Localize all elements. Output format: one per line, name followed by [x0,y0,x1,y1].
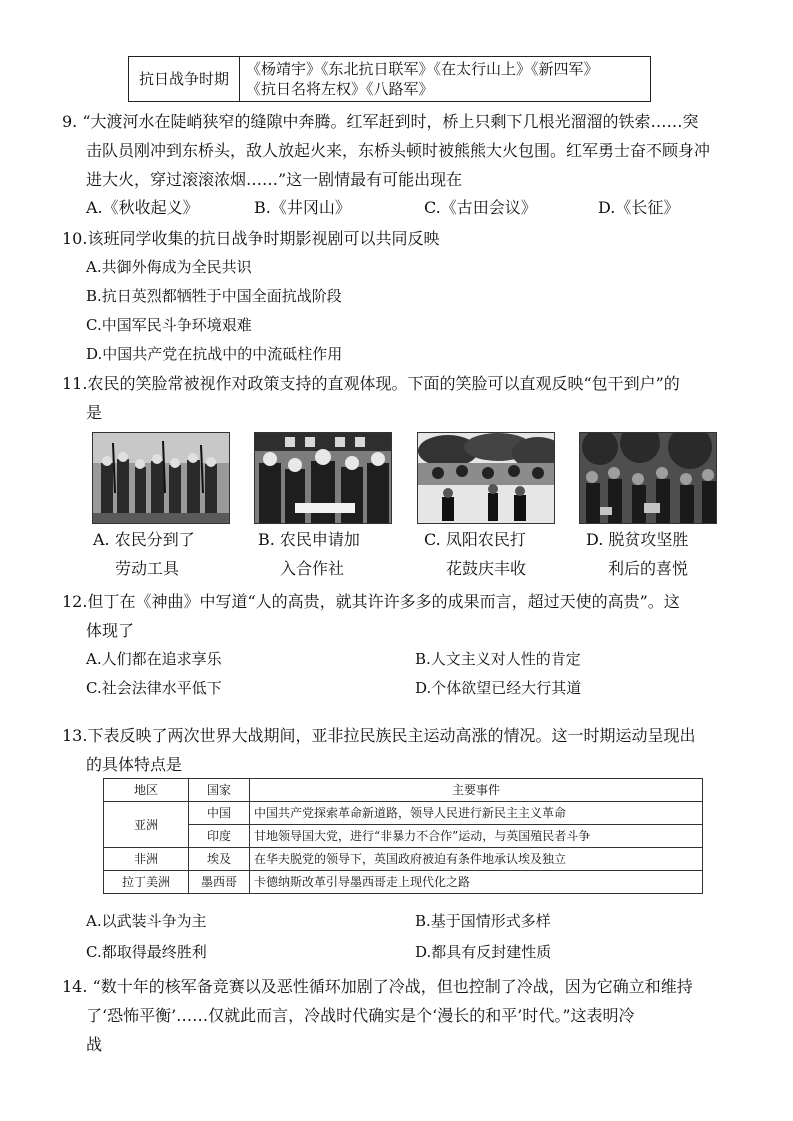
header-event: 主要事件 [250,779,703,802]
photo-d [579,432,717,524]
q11-option-c[interactable] [424,525,526,583]
q11-option-d-line-1: D. 脱贫攻坚胜 [586,530,689,549]
movements-table [103,778,703,894]
q13-option-c[interactable]: C.都取得最终胜利 [86,943,207,961]
q10-option-d[interactable]: D.中国共产党在抗战中的中流砥柱作用 [86,345,343,363]
q13-line-1: 13.下表反映了两次世界大战期间，亚非拉民族民主运动高涨的情况。这一时期运动呈现出 [62,726,696,745]
q9-option-a[interactable]: A.《秋收起义》 [86,198,199,217]
table-row [104,848,703,871]
q11-option-b-line-2: 入合作社 [280,559,345,578]
q11-option-c-line-1: C. 凤阳农民打 [424,530,526,549]
table-header-row [104,779,703,802]
q13-line-2: 的具体特点是 [86,755,183,774]
q9-option-c[interactable]: C.《古田会议》 [424,198,537,217]
q12-option-c[interactable]: C.社会法律水平低下 [86,679,222,697]
q11-option-a-line-1: A. 农民分到了 [93,530,195,549]
q9-line-2: 击队员刚冲到东桥头，敌人放起火来，东桥头顿时被熊熊大火包围。红军勇士奋不顾身冲 [86,141,711,160]
q12-option-b[interactable]: B.人文主义对人性的肯定 [415,650,581,668]
question-14 [62,972,734,1059]
region-cell: 拉丁美洲 [104,871,189,894]
q9-option-b[interactable]: B.《井冈山》 [254,198,351,217]
question-13 [62,721,734,779]
question-11 [62,369,734,427]
country-cell: 墨西哥 [189,871,250,894]
q11-option-d[interactable] [586,525,688,583]
country-cell: 埃及 [189,848,250,871]
q11-option-d-line-2: 利后的喜悦 [608,559,689,578]
q9-line-3: 进大火，穿过滚滚浓烟……”这一剧情最有可能出现在 [86,170,463,189]
q10-option-a[interactable]: A.共御外侮成为全民共识 [86,258,252,276]
films-line-1: 《杨靖宇》《东北抗日联军》《在太行山上》《新四军》 [246,60,599,78]
q13-option-a[interactable]: A.以武装斗争为主 [86,912,207,930]
q10-stem: 10.该班同学收集的抗日战争时期影视剧可以共同反映 [62,229,440,248]
table-row [104,802,703,825]
q10-option-c[interactable]: C.中国军民斗争环境艰难 [86,316,252,334]
films-line-2: 《抗日名将左权》《八路军》 [246,80,434,98]
q11-option-b[interactable] [258,525,360,583]
cooperative-application-photo [255,433,392,524]
q14-line-2: 了‘恐怖平衡’……仅就此而言，冷战时代确实是个‘漫长的和平’时代。”这表明冷 [86,1006,635,1025]
q11-line-2: 是 [86,403,103,422]
q13-option-b[interactable]: B.基于国情形式多样 [415,912,551,930]
country-cell: 中国 [189,802,250,825]
photo-c [417,432,555,524]
region-cell: 非洲 [104,848,189,871]
q11-option-b-line-1: B. 农民申请加 [258,530,360,549]
films-cell [240,57,651,102]
q9-line-1: 9. “大渡河水在陡峭狭窄的缝隙中奔腾。红军赶到时，桥上只剩下几根光溜溜的铁索……突 [62,112,699,131]
q11-option-c-line-2: 花鼓庆丰收 [446,559,527,578]
table-row [129,57,651,102]
q12-line-2: 体现了 [86,621,135,640]
table-row [104,871,703,894]
q9-options [86,195,726,224]
period-cell: 抗日战争时期 [129,57,240,102]
header-region: 地区 [104,779,189,802]
table-row [104,825,703,848]
poverty-alleviation-photo [580,433,717,524]
q14-line-1: 14. “数十年的核军备竞赛以及恶性循环加剧了冷战，但也控制了冷战，因为它确立和维持 [62,977,693,996]
region-cell: 亚洲 [104,802,189,848]
q11-line-1: 11.农民的笑脸常被视作对政策支持的直观体现。下面的笑脸可以直观反映“包干到户”的 [62,374,680,393]
q11-option-a-line-2: 劳动工具 [115,559,180,578]
films-table [128,56,651,102]
q12-line-1: 12.但丁在《神曲》中写道“人的高贵，就其许许多多的成果而言，超过天使的高贵”。这 [62,592,680,611]
event-cell: 在华夫脱党的领导下，英国政府被迫有条件地承认埃及独立 [250,848,703,871]
photo-b [254,432,392,524]
q14-line-3: 战 [86,1035,103,1054]
q9-option-d[interactable]: D.《长征》 [598,198,680,217]
question-9 [62,107,734,194]
event-cell: 甘地领导国大党，进行“非暴力不合作”运动，与英国殖民者斗争 [250,825,703,848]
event-cell: 卡德纳斯改革引导墨西哥走上现代化之路 [250,871,703,894]
q13-option-d[interactable]: D.都具有反封建性质 [415,943,552,961]
header-country: 国家 [189,779,250,802]
q11-option-a[interactable] [93,525,195,583]
event-cell: 中国共产党探索革命新道路，领导人民进行新民主主义革命 [250,802,703,825]
question-10 [62,224,734,253]
country-cell: 印度 [189,825,250,848]
q12-option-d[interactable]: D.个体欲望已经大行其道 [415,679,582,697]
q12-option-a[interactable]: A.人们都在追求享乐 [86,650,222,668]
q10-option-b[interactable]: B.抗日英烈都牺牲于中国全面抗战阶段 [86,287,342,305]
question-12 [62,587,734,645]
farmers-tools-photo [93,433,230,524]
fengyang-flower-drum-photo [418,433,555,524]
photo-a [92,432,230,524]
